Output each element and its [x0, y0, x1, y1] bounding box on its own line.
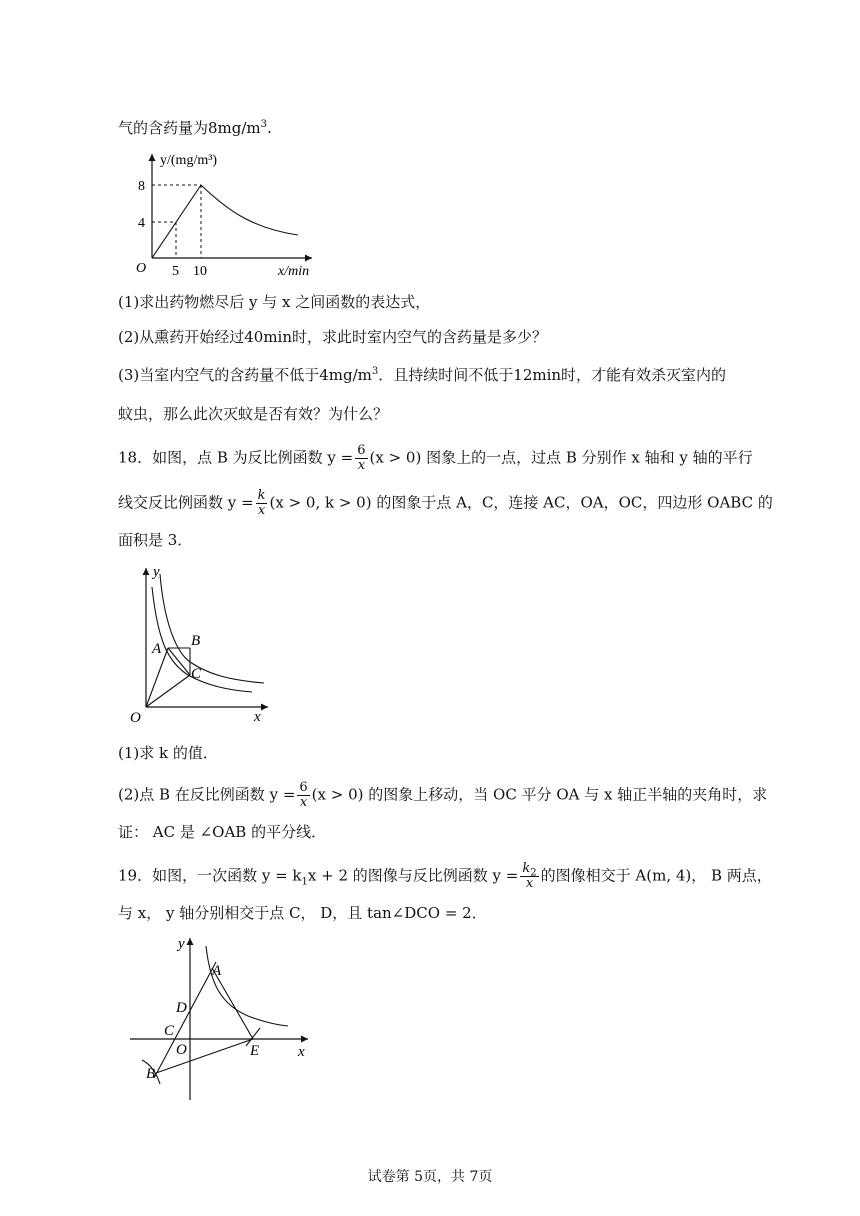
x-axis-label: x/min: [278, 264, 310, 279]
svg-text:x: x: [254, 709, 261, 725]
x-tick-10: 10: [193, 264, 207, 279]
svg-text:O: O: [176, 1042, 187, 1058]
q19-line1: 19．如图，一次函数 $y = k_1x + 2$ 的图像与反比例函数 y = $\frac{k_2}{x}$ 的图像相交于 A(m, 4)， B 两点，: [118, 861, 772, 891]
y-tick-8: 8: [138, 179, 145, 194]
svg-text:y: y: [178, 936, 185, 952]
curve-k-over-x: [152, 587, 252, 692]
y-tick-4: 4: [138, 216, 145, 231]
curve-6-over-x: [160, 574, 264, 683]
q18-part2: (2)点 B 在反比例函数 y = $\frac{6}{x}$ (x > 0) 的图象上移动，当 OC 平分 OA 与 x 轴正半轴的夹角时，求: [118, 780, 768, 810]
y-axis-label: y/(mg/m³): [160, 153, 218, 168]
q19-figure: [128, 932, 318, 1102]
q18-line3: 面积是 3．: [118, 531, 193, 549]
intro-line: 气的含药量为$8mg/m^3$.: [118, 119, 272, 137]
svg-text:A: A: [152, 641, 162, 657]
q18-figure: [128, 562, 278, 727]
q17-part2: (2)从熏药开始经过40min时，求此时室内空气的含药量是多少？: [118, 328, 548, 346]
svg-text:y: y: [153, 564, 160, 580]
q18-line2: 线交反比例函数 y = $\frac{k}{x}$ (x > 0, k > 0) 的图象于点 A，C，连接 AC，OA，OC，四边形 OABC 的: [118, 488, 773, 518]
q17-part1: (1)求出药物燃尽后 y 与 x 之间函数的表达式，: [118, 293, 431, 311]
svg-text:C: C: [191, 666, 202, 682]
svg-text:C: C: [164, 1023, 175, 1039]
svg-text:E: E: [250, 1043, 260, 1059]
concentration-graph: [130, 148, 330, 283]
hyperbola-branch-1: [206, 946, 288, 1026]
q18-part2-cont: 证： AC 是 ∠OAB 的平分线．: [118, 823, 327, 841]
q17-part3: (3)当室内空气的含药量不低于$4mg/m^3$．且持续时间不低于12min时，才能有效杀灭室内的: [118, 366, 727, 384]
svg-text:O: O: [130, 710, 141, 726]
q18-line1: 18．如图，点 B 为反比例函数 y = $\frac{6}{x}$ (x > 0) 图象上的一点，过点 B 分别作 x 轴和 y 轴的平行: [118, 443, 753, 473]
q17-part3-cont: 蚊虫，那么此次灭蚊是否有效？为什么？: [118, 405, 389, 423]
x-tick-5: 5: [172, 264, 179, 279]
svg-text:x: x: [298, 1044, 305, 1060]
decay-curve: [201, 185, 298, 235]
q18-part1: (1)求 k 的值．: [118, 744, 218, 762]
svg-text:B: B: [191, 633, 201, 649]
svg-text:A: A: [212, 963, 222, 979]
page-footer: 试卷第 5页，共 7页: [367, 1169, 493, 1185]
svg-text:B: B: [146, 1066, 156, 1082]
q19-line2: 与 x， y 轴分别相交于点 C， D，且 tan∠DCO = 2．: [118, 904, 487, 922]
svg-text:D: D: [176, 1000, 187, 1016]
origin-label: O: [136, 261, 147, 276]
